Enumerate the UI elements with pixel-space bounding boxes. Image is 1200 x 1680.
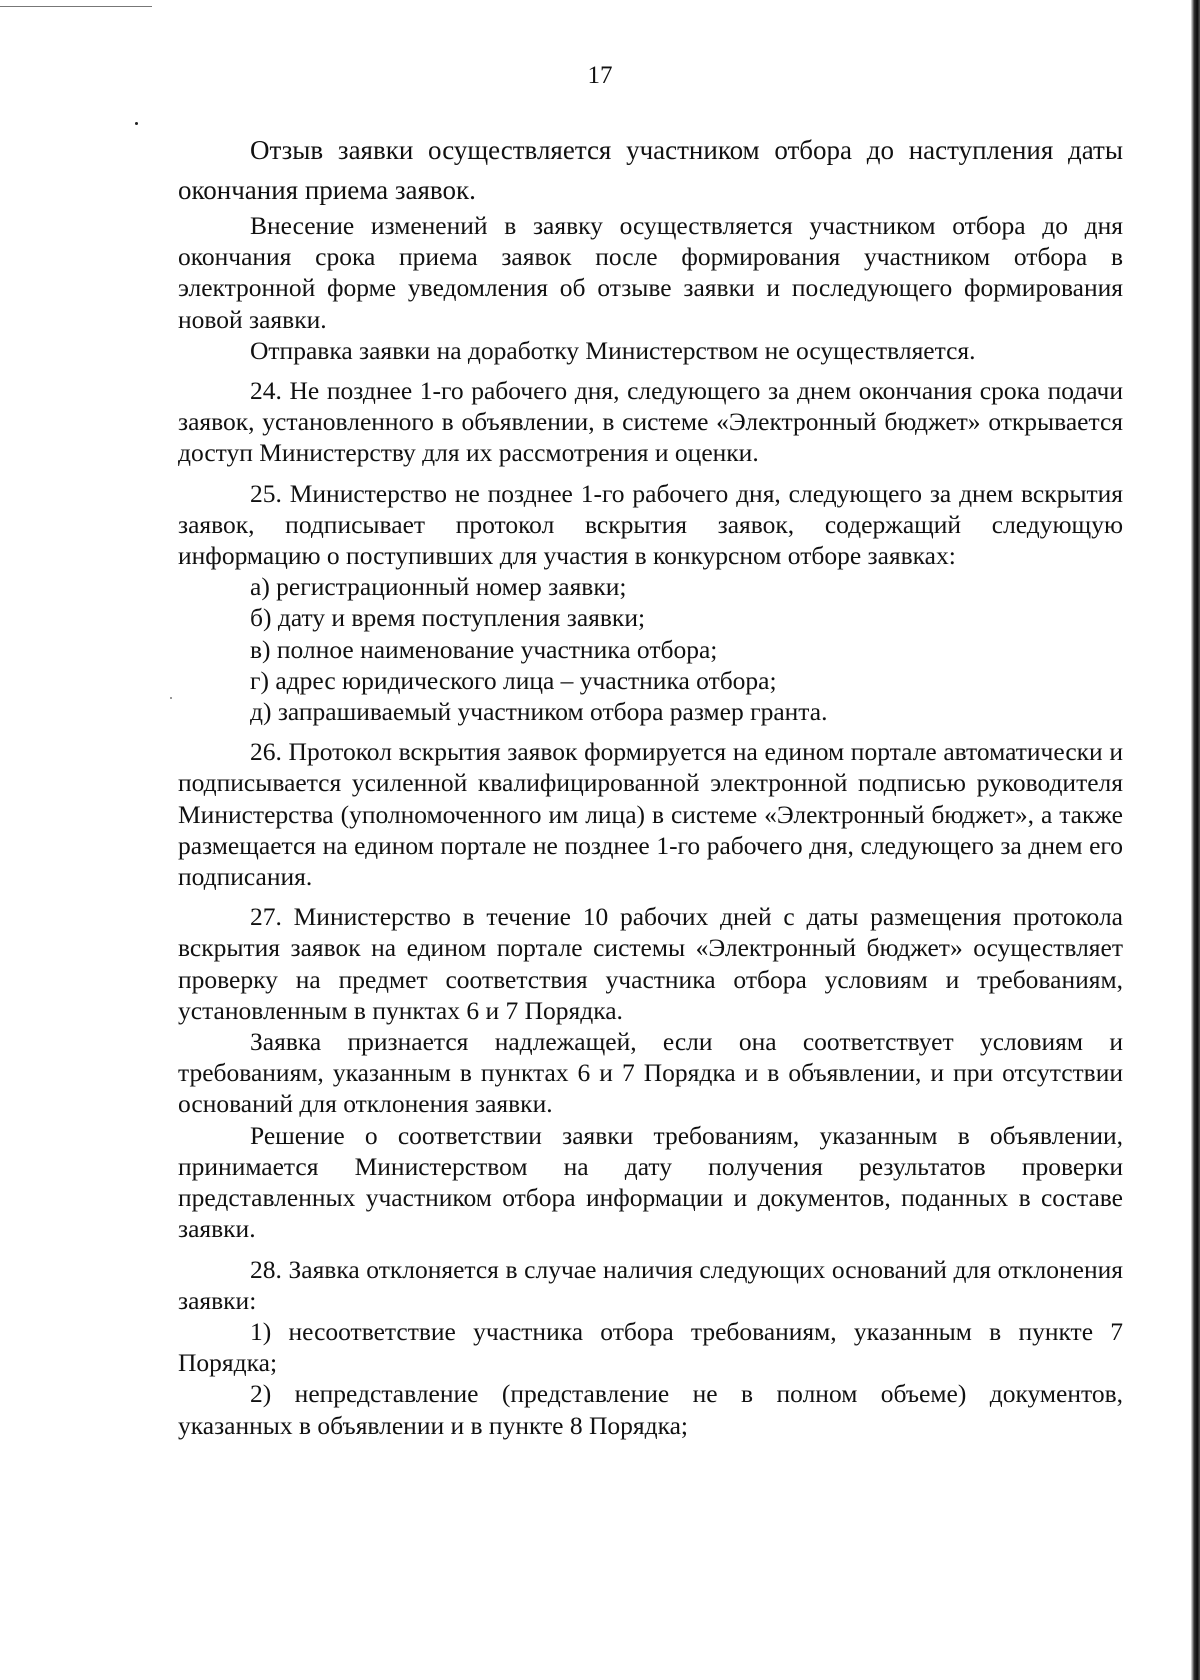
clause-28: 28. Заявка отклоняется в случае наличия следующих оснований для отклонения заявки: xyxy=(178,1254,1123,1315)
list-item-1: 1) несоответствие участника отбора требованиям, указанным в пункте 7 Порядка; xyxy=(178,1316,1123,1378)
list-item-a: а) регистрационный номер заявки; xyxy=(250,572,627,602)
scan-speck xyxy=(135,122,138,125)
paragraph-withdrawal: Отзыв заявки осуществляется участником отбора до наступления даты окончания приема заявок. xyxy=(178,135,1123,205)
scan-edge-right xyxy=(1191,0,1200,1680)
document-body xyxy=(178,130,1123,1441)
list-item-d: д) запрашиваемый участником отбора размер гранта. xyxy=(250,697,828,727)
list-item-g: г) адрес юридического лица – участника отбора; xyxy=(250,665,777,695)
clause-27: 27. Министерство в течение 10 рабочих дней с даты размещения протокола вскрытия заявок на едином портале системы «Электронный бюджет» осуществляет проверку на предмет соответствия участника отбора условиям и требованиям, установленным в пунктах 6 и 7 Порядка. xyxy=(178,902,1123,1025)
clause-24: 24. Не позднее 1-го рабочего дня, следующего за днем окончания срока подачи заявок, установленного в объявлении, в системе «Электронный бюджет» открывается доступ Министерству для их рассмотрения и оценки. xyxy=(178,376,1123,468)
list-item-2: 2) непредставление (представление не в полном объеме) документов, указанных в объявлении и в пункте 8 Порядка; xyxy=(178,1379,1123,1440)
page-number: 17 xyxy=(587,62,613,89)
paragraph-proper-application: Заявка признается надлежащей, если она соответствует условиям и требованиям, указанным в пунктах 6 и 7 Порядка и в объявлении, и при отсутствии оснований для отклонения заявки. xyxy=(178,1027,1123,1119)
clause-26: 26. Протокол вскрытия заявок формируется на едином портале автоматически и подписывается усиленной квалифицированной электронной подписью руководителя Министерства (уполномоченного им лица) в системе «Электронный бюджет», а также размещается на едином портале не позднее 1-го рабочего дня, следующего за днем его подписания. xyxy=(178,737,1123,892)
scan-line-top xyxy=(0,6,152,7)
list-item-b: б) дату и время поступления заявки; xyxy=(250,603,646,633)
paragraph-decision: Решение о соответствии заявки требованиям, указанным в объявлении, принимается Министерством на дату получения результатов проверки представленных участником отбора информации и документов, поданных в составе заявки. xyxy=(178,1120,1123,1244)
clause-25: 25. Министерство не позднее 1-го рабочего дня, следующего за днем вскрытия заявок, подписывает протокол вскрытия заявок, содержащий следующую информацию о поступивших для участия в конкурсном отборе заявках: xyxy=(178,478,1123,571)
scan-speck xyxy=(170,697,172,699)
paragraph-changes: Внесение изменений в заявку осуществляется участником отбора до дня окончания срока приема заявок после формирования участником отбора в электронной форме уведомления об отзыве заявки и последующего формирования новой заявки. xyxy=(178,211,1123,334)
paragraph-no-revision: Отправка заявки на доработку Министерством не осуществляется. xyxy=(250,335,976,365)
list-item-v: в) полное наименование участника отбора; xyxy=(250,634,718,664)
